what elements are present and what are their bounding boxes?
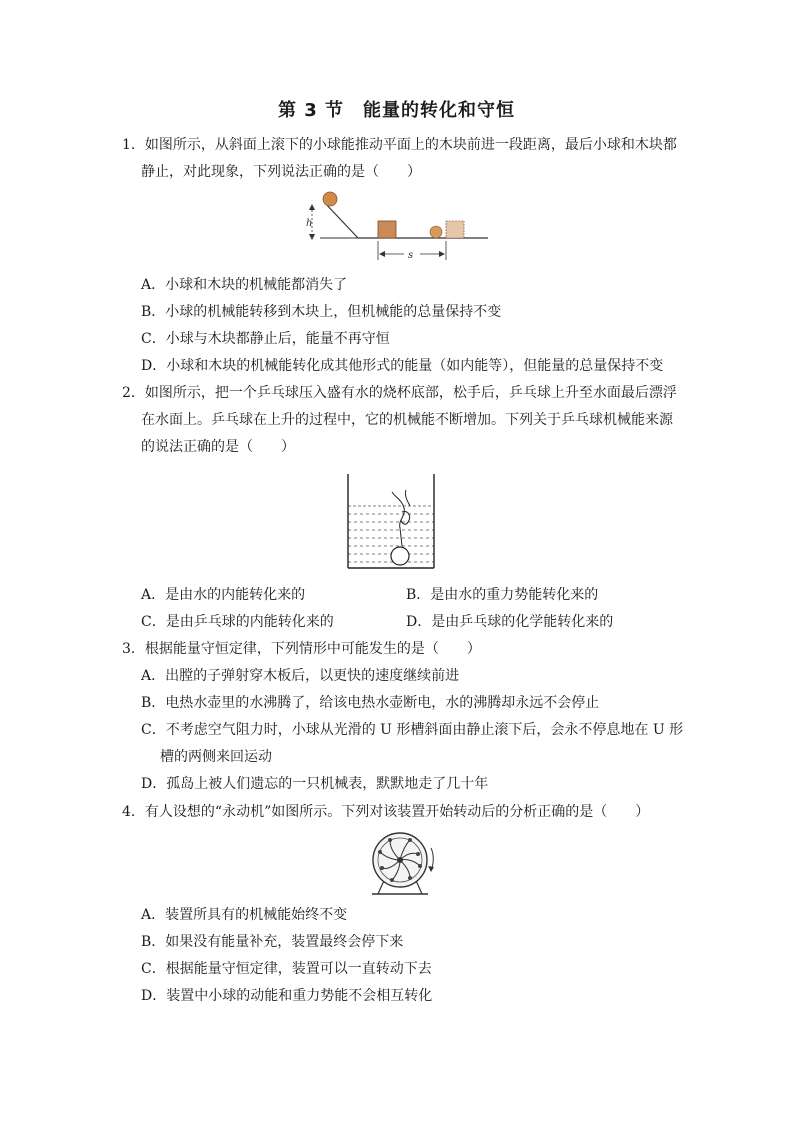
beaker-pingpong-figure <box>344 470 438 574</box>
question-2-line-3: 的说法正确的是（ ） <box>141 439 295 455</box>
question-3-line-1: 3．根据能量守恒定律，下列情形中可能发生的是（ ） <box>122 641 481 657</box>
q3-option-c-line-1: C．不考虑空气阻力时，小球从光滑的 U 形槽斜面由静止滚下后，会永不停息地在 U 形 <box>141 722 684 738</box>
question-4-line-1: 4．有人设想的“永动机”如图所示。下列对该装置开始转动后的分析正确的是（ ） <box>122 804 650 820</box>
q4-option-c: C．根据能量守恒定律，装置可以一直转动下去 <box>141 961 432 977</box>
height-label: h <box>306 218 313 229</box>
q3-option-b: B．电热水壶里的水沸腾了，给该电热水壶断电，水的沸腾却永远不会停止 <box>141 695 600 711</box>
page-title: 第 3 节 能量的转化和守恒 <box>277 100 516 121</box>
question-1-line-1: 1．如图所示，从斜面上滚下的小球能推动平面上的木块前进一段距离，最后小球和木块都 <box>122 137 677 153</box>
incline-block-figure <box>300 188 490 268</box>
perpetual-motion-wheel-figure <box>362 830 438 898</box>
wood-block-final <box>446 221 464 238</box>
question-2-line-2: 在水面上。乒乓球在上升的过程中，它的机械能不断增加。下列关于乒乓球机械能来源 <box>141 412 673 428</box>
q2-option-c: C．是由乒乓球的内能转化来的 <box>141 614 334 630</box>
q2-option-a: A．是由水的内能转化来的 <box>141 587 306 603</box>
q3-option-a: A．出膛的子弹射穿木板后，以更快的速度继续前进 <box>141 668 460 684</box>
pingpong-ball <box>391 547 409 565</box>
question-2-line-1: 2．如图所示，把一个乒乓球压入盛有水的烧杯底部，松手后，乒乓球上升至水面最后漂浮 <box>122 385 677 401</box>
q1-option-b: B．小球的机械能转移到木块上，但机械能的总量保持不变 <box>141 304 502 320</box>
q4-option-b: B．如果没有能量补充，装置最终会停下来 <box>141 934 404 950</box>
distance-label: s <box>408 250 414 261</box>
q1-option-c: C．小球与木块都静止后，能量不再守恒 <box>141 331 390 347</box>
q1-option-a: A．小球和木块的机械能都消失了 <box>141 277 348 293</box>
wood-block <box>378 221 396 238</box>
q4-option-d: D．装置中小球的动能和重力势能不会相互转化 <box>141 988 433 1004</box>
q3-option-c-line-2: 槽的两侧来回运动 <box>160 749 272 765</box>
q1-option-d: D．小球和木块的机械能转化成其他形式的能量（如内能等），但能量的总量保持不变 <box>141 358 664 374</box>
ball-on-incline <box>323 192 337 206</box>
ball-final <box>430 226 442 238</box>
question-1-line-2: 静止，对此现象，下列说法正确的是（ ） <box>141 164 421 180</box>
q3-option-d: D．孤岛上被人们遗忘的一只机械表，默默地走了几十年 <box>141 776 489 792</box>
q2-option-d: D．是由乒乓球的化学能转化来的 <box>406 614 614 630</box>
q2-option-b: B．是由水的重力势能转化来的 <box>406 587 599 603</box>
q4-option-a: A．装置所具有的机械能始终不变 <box>141 907 348 923</box>
